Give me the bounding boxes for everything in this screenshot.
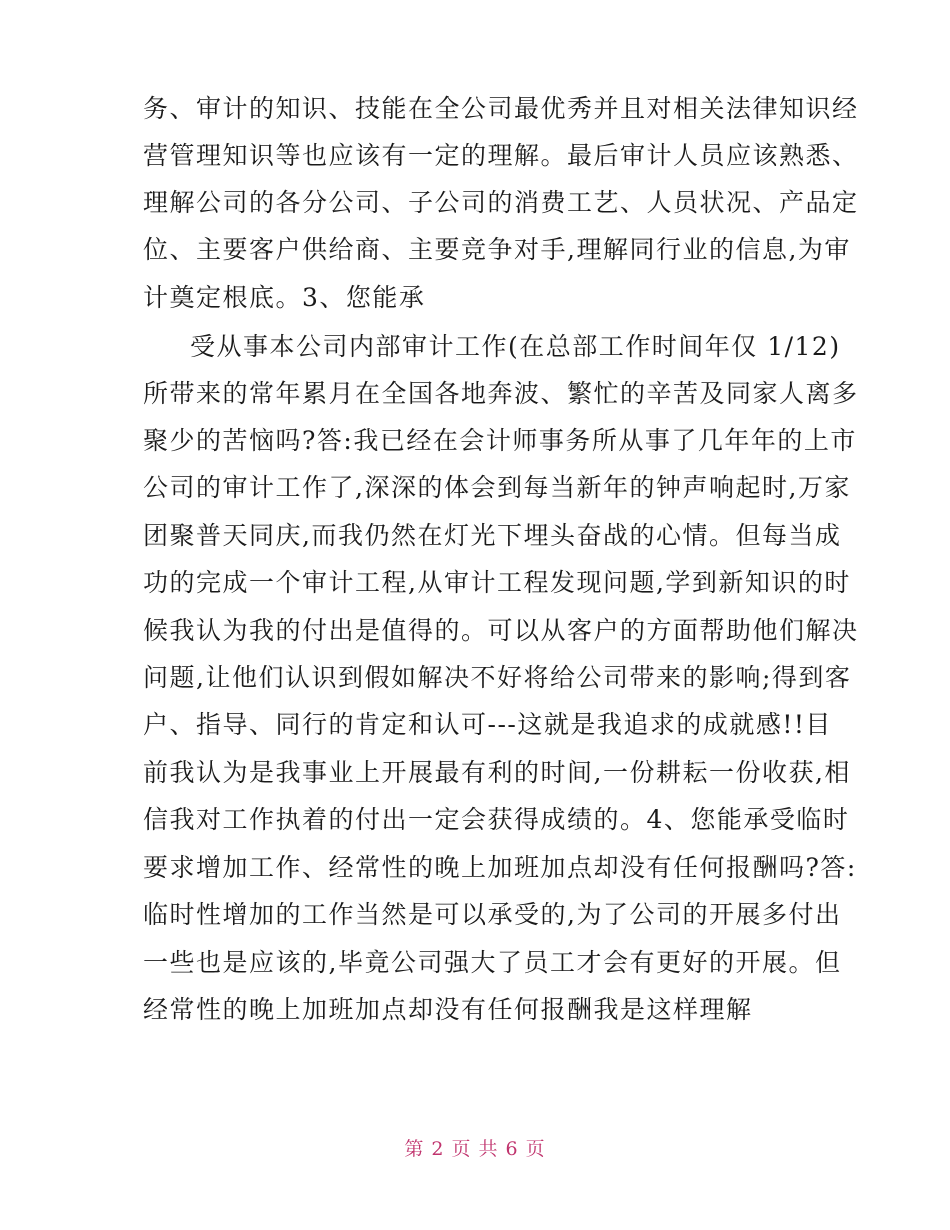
text-line: 信我对工作执着的付出一定会获得成绩的。4、您能承受临时 (143, 805, 850, 834)
page-number-footer: 第 2 页 共 6 页 (404, 1138, 546, 1160)
text-line: 聚少的苦恼吗?答:我已经在会计师事务所从事了几年年的上市 (143, 426, 857, 455)
text-line: 务、审计的知识、技能在全公司最优秀并且对相关法律知识经 (143, 94, 859, 123)
text-line: 临时性增加的工作当然是可以承受的,为了公司的开展多付出 (143, 900, 842, 929)
text-line: 候我认为我的付出是值得的。可以从客户的方面帮助他们解决 (143, 616, 859, 645)
text-line: 经常性的晚上加班加点却没有任何报酬我是这样理解 (143, 995, 753, 1024)
text-line: 公司的审计工作了,深深的体会到每当新年的钟声响起时,万家 (143, 473, 851, 502)
text-line: 位、主要客户供给商、主要竞争对手,理解同行业的信息,为审 (143, 235, 851, 264)
text-line: 所带来的常年累月在全国各地奔波、繁忙的辛苦及同家人离多 (143, 379, 859, 408)
text-line: 团聚普天同庆,而我仍然在灯光下埋头奋战的心情。但每当成 (143, 521, 842, 550)
text-line: 营管理知识等也应该有一定的理解。最后审计人员应该熟悉、 (143, 141, 859, 170)
text-line: 户、指导、同行的肯定和认可---这就是我追求的成就感!!目 (143, 710, 832, 739)
text-line: 理解公司的各分公司、子公司的消费工艺、人员状况、产品定 (143, 188, 859, 217)
text-line: 计奠定根底。3、您能承 (143, 283, 426, 312)
text-line: 前我认为是我事业上开展最有利的时间,一份耕耘一份收获,相 (143, 758, 851, 787)
text-line: 问题,让他们认识到假如解决不好将给公司带来的影响;得到客 (143, 663, 852, 692)
text-line: 一些也是应该的,毕竟公司强大了员工才会有更好的开展。但 (143, 948, 842, 977)
text-line: 要求增加工作、经常性的晚上加班加点却没有任何报酬吗?答: (143, 853, 857, 882)
text-line: 功的完成一个审计工程,从审计工程发现问题,学到新知识的时 (143, 568, 851, 597)
paragraph-first-line: 受从事本公司内部审计工作(在总部工作时间年仅 1/12) (190, 332, 841, 361)
